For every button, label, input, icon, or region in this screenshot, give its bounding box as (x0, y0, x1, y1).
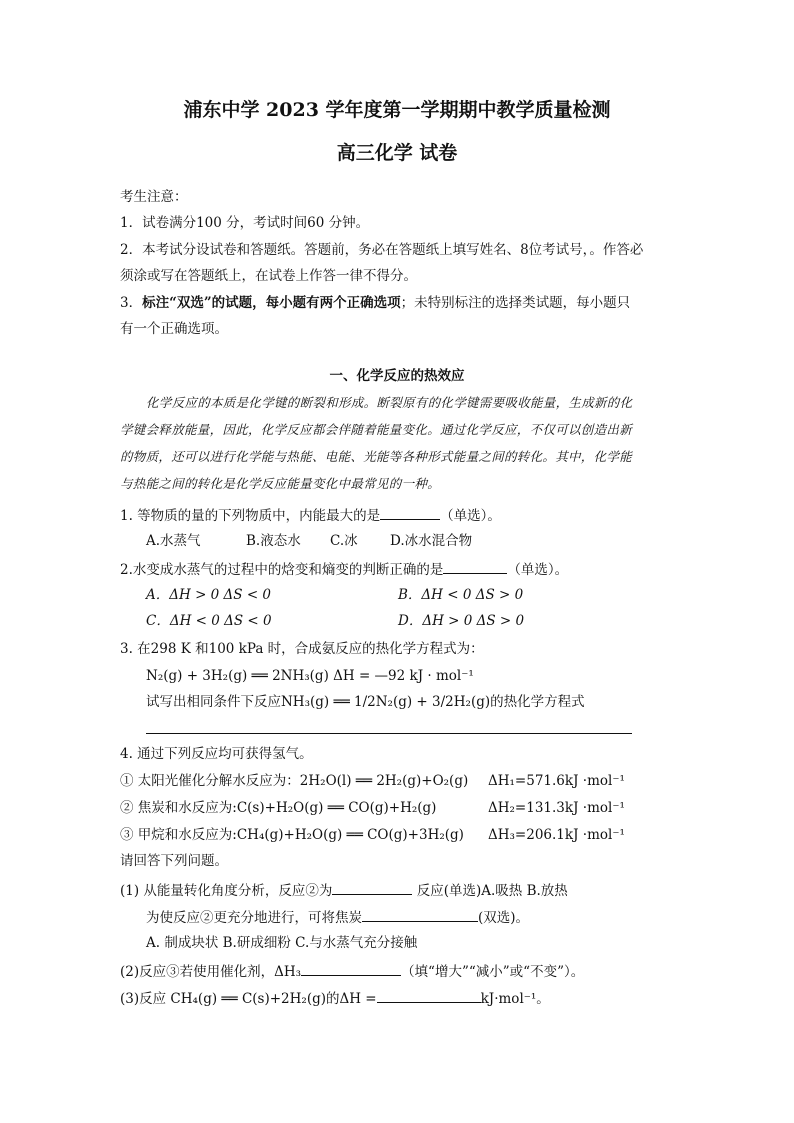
q2-option-b: B．ΔH < 0 ΔS > 0 (398, 587, 524, 603)
q1-option-d: D.冰水混合物 (390, 533, 473, 549)
reaction-3: ③ 甲烷和水反应为:CH₄(g)+H₂O(g) ══ CO(g)+3H₂(g) (120, 827, 464, 843)
q3-ask: 试写出相同条件下反应NH₃(g) ══ 1/2N₂(g) + 3/2H₂(g)的热化学方程式 (146, 694, 585, 710)
reaction-3-dh: ΔH₃=206.1kJ ·mol⁻¹ (488, 827, 625, 843)
notice-item-3-rest: ；未特别标注的选择类试题，每小题只 (400, 295, 631, 311)
answer-blank-q4-1b[interactable] (362, 907, 478, 922)
answer-blank-q4-2[interactable] (301, 961, 401, 976)
exam-subtitle: 高三化学 试卷 (336, 142, 458, 164)
q1-option-c: C.冰 (330, 533, 358, 549)
reaction-1: ① 太阳光催化分解水反应为：2H₂O(l) ══ 2H₂(g)+O₂(g) (120, 773, 469, 789)
reaction-2-dh: ΔH₂=131.3kJ ·mol⁻¹ (488, 800, 625, 816)
question-2-stem: 2.水变成水蒸气的过程中的焓变和熵变的判断正确的是 （单选）。 (120, 559, 568, 579)
answer-blank-q4-1a[interactable] (332, 880, 412, 895)
notice-item-2b: 须涂或写在答题纸上，在试卷上作答一律不得分。 (120, 268, 417, 284)
intro-line-2: 学键会释放能量，因此，化学反应都会伴随着能量变化。通过化学反应，不仅可以创造出新 (120, 422, 633, 437)
intro-line-4: 与热能之间的转化是化学反应能量变化中最常见的一种。 (120, 476, 441, 491)
question-4-stem: 4. 通过下列反应均可获得氢气。 (120, 746, 313, 762)
notice-item-3a (120, 294, 630, 312)
q4-prompt: 请回答下列问题。 (120, 853, 228, 869)
notice-item-1: 1．试卷满分100 分，考试时间60 分钟。 (120, 215, 370, 231)
q1-option-b: B.液态水 (246, 533, 301, 549)
q4-part-1-options: A. 制成块状 B.研成细粉 C.与水蒸气充分接触 (146, 935, 418, 951)
reaction-2: ② 焦炭和水反应为:C(s)+H₂O(g) ══ CO(g)+H₂(g) (120, 800, 437, 816)
q2-option-d: D．ΔH > 0 ΔS > 0 (398, 613, 525, 629)
notice-item-3-bold: 标注“双选”的试题，每小题有两个正确选项 (142, 295, 401, 311)
notice-item-3-prefix: 3． (120, 295, 143, 311)
intro-line-3: 的物质，还可以进行化学能与热能、电能、光能等各种形式能量之间的转化。其中，化学能 (120, 449, 633, 464)
answer-blank-q1[interactable] (380, 505, 440, 520)
q4-part-3: (3)反应 CH₄(g) ══ C(s)+2H₂(g)的ΔH = kJ·mol⁻¹。 (120, 988, 550, 1008)
reaction-1-dh: ΔH₁=571.6kJ ·mol⁻¹ (488, 773, 625, 789)
section-heading: 一、化学反应的热效应 (329, 368, 465, 384)
intro-line-1: 化学反应的本质是化学键的断裂和形成。断裂原有的化学键需要吸收能量，生成新的化 (146, 395, 633, 410)
exam-title: 浦东中学 2023 学年度第一学期期中教学质量检测 (183, 99, 611, 121)
q4-part-2: (2)反应③若使用催化剂，ΔH₃ （填“增大”“减小”或“不变”）。 (120, 961, 584, 981)
notice-heading: 考生注意： (120, 189, 188, 205)
notice-item-3b: 有一个正确选项。 (120, 321, 228, 337)
answer-line-q3[interactable] (146, 733, 632, 734)
q4-part-1b: 为使反应②更充分地进行，可将焦炭 (双选)。 (146, 907, 529, 927)
notice-item-2a: 2．本考试分设试卷和答题纸。答题前，务必在答题纸上填写姓名、8位考试号，。作答必 (120, 242, 644, 258)
question-1-stem: 1. 等物质的量的下列物质中，内能最大的是 （单选）。 (120, 505, 501, 525)
q2-option-c: C．ΔH < 0 ΔS < 0 (146, 613, 272, 629)
q2-option-a: A．ΔH > 0 ΔS < 0 (146, 587, 272, 603)
q3-equation: N₂(g) + 3H₂(g) ══ 2NH₃(g) ΔH = —92 kJ · mol⁻¹ (146, 668, 474, 684)
question-3-stem: 3. 在298 K 和100 kPa 时，合成氨反应的热化学方程式为： (120, 641, 484, 657)
answer-blank-q4-3[interactable] (377, 988, 481, 1003)
answer-blank-q2[interactable] (443, 559, 507, 574)
q4-part-1: (1) 从能量转化角度分析，反应②为 反应(单选)A.吸热 B.放热 (120, 880, 568, 900)
q1-option-a: A.水蒸气 (146, 533, 201, 549)
